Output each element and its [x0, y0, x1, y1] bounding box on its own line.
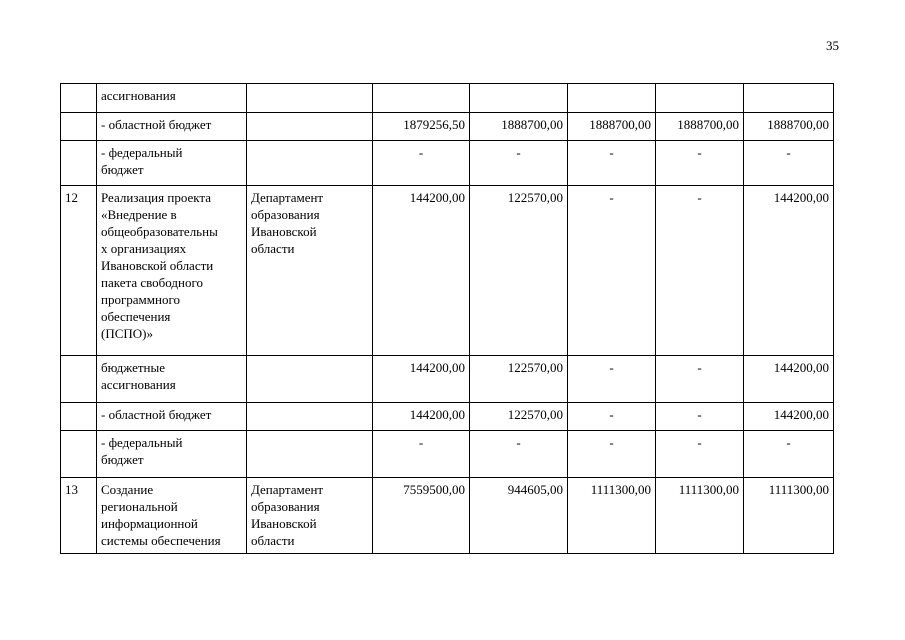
table-row	[61, 478, 834, 554]
row-number	[61, 84, 97, 113]
year-value-4	[656, 84, 744, 113]
year-value-3: 1888700,00	[568, 113, 656, 141]
year-value-1: 7559500,00	[373, 478, 470, 554]
table-row	[61, 403, 834, 431]
year-value-1: 1879256,50	[373, 113, 470, 141]
year-value-5: 1111300,00	[744, 478, 834, 554]
measure-name: - федеральный бюджет	[97, 431, 247, 478]
year-value-4: -	[656, 403, 744, 431]
year-value-4: -	[656, 431, 744, 478]
year-value-3: -	[568, 186, 656, 356]
row-number	[61, 113, 97, 141]
year-value-3: -	[568, 403, 656, 431]
table-row	[61, 186, 834, 356]
year-value-3: -	[568, 141, 656, 186]
year-value-3: -	[568, 431, 656, 478]
page-number: 35	[826, 38, 839, 53]
year-value-2: 944605,00	[470, 478, 568, 554]
year-value-2: 122570,00	[470, 186, 568, 356]
year-value-5: 144200,00	[744, 403, 834, 431]
measure-name: - федеральный бюджет	[97, 141, 247, 186]
year-value-5: 1888700,00	[744, 113, 834, 141]
table-row	[61, 113, 834, 141]
row-number	[61, 356, 97, 403]
year-value-1: 144200,00	[373, 356, 470, 403]
year-value-1: 144200,00	[373, 403, 470, 431]
year-value-2: 1888700,00	[470, 113, 568, 141]
row-number: 13	[61, 478, 97, 554]
year-value-4: 1111300,00	[656, 478, 744, 554]
year-value-4: -	[656, 356, 744, 403]
table-row	[61, 431, 834, 478]
executor	[247, 141, 373, 186]
measure-name: Реализация проекта «Внедрение в общеобразовательны х организациях Ивановской области пакета свободного программного обеспечения (ПСПО)»	[97, 186, 247, 356]
year-value-3	[568, 84, 656, 113]
executor	[247, 113, 373, 141]
executor	[247, 403, 373, 431]
year-value-2: -	[470, 431, 568, 478]
executor	[247, 431, 373, 478]
budget-table	[60, 83, 834, 554]
year-value-5: 144200,00	[744, 356, 834, 403]
measure-name: бюджетные ассигнования	[97, 356, 247, 403]
table-row	[61, 356, 834, 403]
year-value-1: -	[373, 431, 470, 478]
year-value-5: 144200,00	[744, 186, 834, 356]
measure-name: ассигнования	[97, 84, 247, 113]
table-row	[61, 84, 834, 113]
executor	[247, 356, 373, 403]
table-row	[61, 141, 834, 186]
year-value-5: -	[744, 141, 834, 186]
year-value-2: 122570,00	[470, 356, 568, 403]
year-value-1: -	[373, 141, 470, 186]
row-number: 12	[61, 186, 97, 356]
year-value-5: -	[744, 431, 834, 478]
year-value-2: 122570,00	[470, 403, 568, 431]
executor: Департамент образования Ивановской области	[247, 478, 373, 554]
executor	[247, 84, 373, 113]
year-value-3: -	[568, 356, 656, 403]
executor: Департамент образования Ивановской области	[247, 186, 373, 356]
year-value-5	[744, 84, 834, 113]
year-value-4: 1888700,00	[656, 113, 744, 141]
year-value-4: -	[656, 141, 744, 186]
measure-name: Создание региональной информационной системы обеспечения	[97, 478, 247, 554]
year-value-2	[470, 84, 568, 113]
year-value-1	[373, 84, 470, 113]
year-value-1: 144200,00	[373, 186, 470, 356]
measure-name: - областной бюджет	[97, 403, 247, 431]
row-number	[61, 431, 97, 478]
row-number	[61, 403, 97, 431]
year-value-4: -	[656, 186, 744, 356]
measure-name: - областной бюджет	[97, 113, 247, 141]
row-number	[61, 141, 97, 186]
year-value-2: -	[470, 141, 568, 186]
year-value-3: 1111300,00	[568, 478, 656, 554]
